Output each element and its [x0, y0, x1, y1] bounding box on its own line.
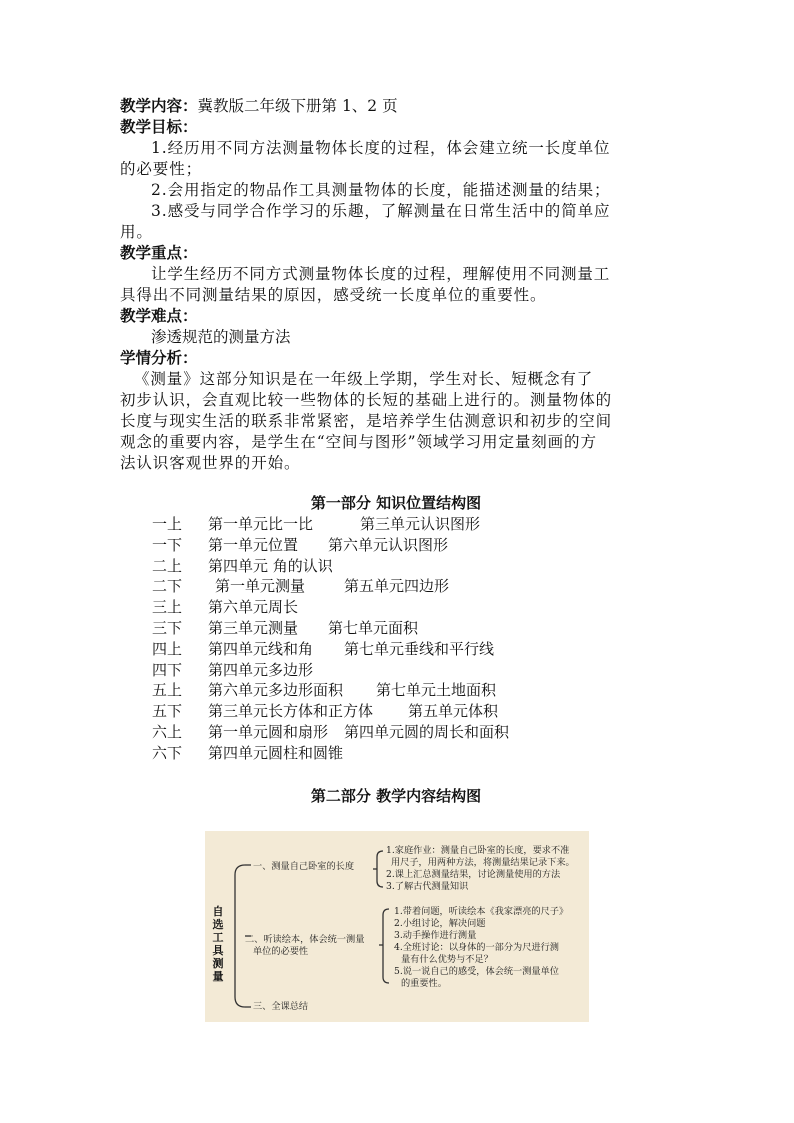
- key-points-label: 教学重点：: [120, 244, 198, 262]
- unit-a: 第三单元长方体和正方体: [208, 702, 374, 721]
- unit-a: 第一单元圆和扇形: [208, 723, 329, 741]
- unit-a: 第四单元多边形: [208, 660, 314, 679]
- diagram-root: 自选工具测量: [212, 905, 224, 983]
- branch2-label: 二、听读绘本，体会统一测量: [245, 934, 365, 945]
- grade-label: 六下: [152, 743, 183, 762]
- key-points-text: [120, 264, 672, 306]
- analysis-line: 法认识客观世界的开始。: [120, 454, 301, 472]
- grade-label: 三上: [152, 598, 183, 617]
- grade-label: 一下: [152, 535, 183, 554]
- grade-row: [152, 556, 592, 576]
- branch2-bracket: [383, 909, 389, 983]
- unit-a: 第一单元测量: [215, 577, 306, 596]
- branch2-item: 3.动手操作进行测量: [394, 930, 477, 941]
- branch1-bracket: [377, 851, 383, 887]
- key-points-line: 具得出不同测量结果的原因，感受统一长度单位的重要性。: [120, 286, 547, 304]
- grade-label: 一上: [152, 515, 183, 533]
- unit-a: 第六单元周长: [208, 598, 299, 617]
- unit-b: 第五单元四边形: [344, 577, 450, 596]
- unit-a: 第一单元位置: [208, 535, 299, 554]
- part1-title: 第一部分 知识位置结构图: [310, 494, 482, 512]
- unit-a: 第四单元 角的认识: [208, 556, 333, 575]
- branch1-item: 用尺子，用两种方法，将测量结果记录下来。: [391, 857, 575, 868]
- grade-label: 四下: [152, 660, 183, 679]
- grade-row: [152, 743, 592, 763]
- teaching-structure-diagram: [205, 831, 589, 1022]
- branch2-label: 单位的必要性: [253, 946, 309, 957]
- content-label: 教学内容：: [120, 97, 198, 115]
- unit-a: 第六单元多边形面积: [208, 681, 344, 700]
- key-points-line: 让学生经历不同方式测量物体长度的过程，理解使用不同测量工: [151, 265, 611, 283]
- unit-b: 第三单元认识图形: [360, 515, 481, 533]
- branch2-item: 的重要性。: [401, 978, 447, 989]
- part2-title: 第二部分 教学内容结构图: [310, 787, 482, 805]
- grade-row: [152, 514, 592, 534]
- goals-label: 教学目标：: [120, 118, 198, 136]
- root-bracket: [235, 865, 245, 1007]
- analysis-line: 初步认识，会直观比较一些物体的长短的基础上进行的。测量物体的: [120, 391, 613, 409]
- branch2-item: 2.小组讨论，解决问题: [394, 918, 486, 929]
- grade-label: 四上: [152, 639, 183, 658]
- grade-row: [152, 576, 592, 596]
- goal-line: 的必要性；: [120, 160, 203, 178]
- grade-row: [152, 597, 592, 617]
- grade-label: 五上: [152, 681, 183, 700]
- unit-b: 第七单元垂线和平行线: [344, 639, 495, 658]
- branch1-item: 3.了解古代测量知识: [386, 881, 469, 892]
- grade-row: [152, 680, 592, 700]
- branch2-item: 4.全班讨论：以身体的一部分为尺进行测: [394, 942, 559, 953]
- branch1-item: 2.课上汇总测量结果，讨论测量使用的方法: [386, 869, 561, 880]
- goal-line: 3.感受与同学合作学习的乐趣，了解测量在日常生活中的简单应: [151, 202, 611, 220]
- grade-label: 二上: [152, 556, 183, 575]
- grade-row: [152, 535, 592, 555]
- analysis-label: 学情分析：: [120, 349, 198, 367]
- branch1-label: 一、测量自己卧室的长度: [253, 861, 355, 872]
- unit-b: 第五单元体积: [408, 702, 499, 721]
- unit-b: 第四单元圆的周长和面积: [344, 723, 510, 741]
- grade-row: [152, 618, 592, 638]
- analysis-line: 长度与现实生活的联系非常紧密，是培养学生估测意识和初步的空间: [120, 412, 613, 430]
- grade-label: 六上: [152, 723, 183, 741]
- unit-a: 第一单元比一比: [208, 515, 314, 533]
- lesson-plan: [120, 96, 672, 474]
- unit-b: 第七单元土地面积: [376, 681, 497, 700]
- grade-row: [152, 722, 592, 742]
- goal-line: 用。: [120, 223, 153, 241]
- branch3-label: 三、全课总结: [253, 1001, 309, 1012]
- goal-line: 1.经历用不同方法测量物体长度的过程，体会建立统一长度单位: [151, 139, 611, 157]
- grade-row: [152, 660, 592, 680]
- goals-text: [120, 138, 672, 243]
- grade-label: 二下: [152, 577, 183, 596]
- branch2-item: 量有什么优势与不足？: [401, 954, 493, 965]
- branch2-item: 1.带着问题，听读绘本《我家漂亮的尺子》: [394, 906, 569, 917]
- content-line: [120, 96, 672, 117]
- unit-b: 第六单元认识图形: [328, 535, 449, 554]
- goal-line: 2.会用指定的物品作工具测量物体的长度，能描述测量的结果；: [151, 181, 611, 199]
- unit-a: 第四单元圆柱和圆锥: [208, 743, 344, 762]
- branch2-item: 5.说一说自己的感受，体会统一测量单位: [394, 966, 559, 977]
- analysis-text: [120, 369, 672, 474]
- branch1-item: 1.家庭作业：测量自己卧室的长度，要求不准: [386, 845, 570, 856]
- analysis-line: 观念的重要内容，是学生在“空间与图形”领域学习用定量刻画的方: [120, 433, 597, 451]
- unit-a: 第四单元线和角: [208, 639, 314, 658]
- difficulty-label: 教学难点：: [120, 307, 198, 325]
- difficulty-text: 渗透规范的测量方法: [151, 328, 291, 346]
- analysis-line: 《测量》这部分知识是在一年级上学期，学生对长、短概念有了: [134, 370, 594, 388]
- grade-label: 三下: [152, 619, 183, 637]
- content-text: 冀教版二年级下册第 1、2 页: [197, 97, 398, 115]
- grade-row: [152, 639, 592, 659]
- grade-label: 五下: [152, 702, 183, 721]
- unit-a: 第三单元测量: [208, 619, 299, 637]
- grade-row: [152, 701, 592, 721]
- unit-b: 第七单元面积: [328, 619, 419, 637]
